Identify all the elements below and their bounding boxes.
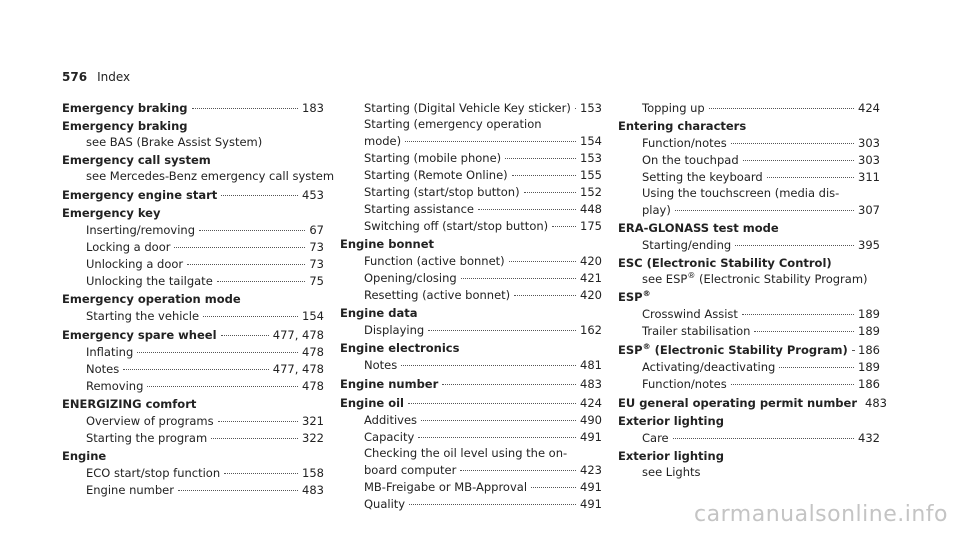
page-ref: 158	[302, 466, 324, 480]
page-ref: 424	[580, 396, 602, 410]
dot-leader	[405, 129, 576, 142]
dot-leader	[742, 302, 854, 315]
index-term: Engine	[62, 449, 107, 463]
index-subentry	[62, 429, 324, 446]
page-ref: 175	[580, 219, 602, 233]
page-ref: 477, 478	[272, 362, 324, 376]
page-ref: 183	[302, 101, 324, 115]
dot-leader	[147, 374, 298, 387]
dot-leader	[418, 425, 576, 438]
page-ref: 483	[865, 396, 887, 410]
dot-leader	[211, 426, 298, 439]
subentry-text: Starting (Digital Vehicle Key sticker)	[364, 101, 571, 115]
page-ref: 155	[580, 168, 602, 182]
dot-leader	[428, 318, 576, 331]
index-term: ENERGIZING comfort	[62, 397, 197, 411]
subentry-text: Notes	[364, 358, 398, 372]
index-term: Engine bonnet	[340, 237, 435, 251]
page-ref: 311	[858, 170, 880, 184]
dot-leader	[409, 492, 576, 505]
dot-leader	[187, 252, 305, 265]
page-ref: 73	[309, 240, 324, 254]
subentry-text: Crosswind Assist	[642, 307, 738, 321]
subentry-text: Unlocking the tailgate	[86, 274, 213, 288]
page-ref: 322	[302, 431, 324, 445]
dot-leader	[767, 165, 854, 178]
page-ref: 448	[580, 202, 602, 216]
index-term: EU general operating permit number	[618, 396, 858, 410]
index-subentry	[340, 321, 602, 338]
index-entry	[618, 255, 880, 287]
page-ref: 420	[580, 254, 602, 268]
page-ref: 421	[580, 271, 602, 285]
index-entry	[618, 394, 887, 411]
index-entry	[62, 291, 324, 324]
dot-leader	[174, 235, 305, 248]
subentry-text: Care	[642, 431, 669, 445]
dot-leader	[178, 478, 298, 491]
index-entry	[62, 99, 324, 116]
index-subentry	[618, 99, 880, 116]
subentry-text: Setting the keyboard	[642, 170, 763, 184]
subentry-text: Locking a door	[86, 240, 171, 254]
dot-leader	[731, 131, 854, 144]
subentry-text: see Mercedes-Benz emergency call system	[86, 169, 335, 183]
page-ref: 152	[580, 185, 602, 199]
page-ref: 395	[858, 238, 880, 252]
subentry-text: see Lights	[642, 465, 701, 479]
dot-leader	[203, 304, 298, 317]
subentry-text: see BAS (Brake Assist System)	[86, 135, 263, 149]
dot-leader	[575, 96, 576, 109]
index-subentry-continued	[618, 201, 880, 218]
index-subentry	[340, 99, 602, 116]
index-term-row	[618, 255, 880, 271]
subentry-text: play)	[642, 203, 671, 217]
page-ref: 432	[858, 431, 880, 445]
subentry-text: Trailer stabilisation	[642, 324, 751, 338]
dot-leader	[675, 198, 854, 211]
dot-leader	[754, 319, 854, 332]
subentry-text: Starting (mobile phone)	[364, 151, 502, 165]
index-subentry	[618, 375, 880, 392]
page-ref: 483	[580, 377, 602, 391]
page-ref: 491	[580, 430, 602, 444]
subentry-text: Opening/closing	[364, 271, 457, 285]
dot-leader	[192, 96, 299, 109]
subentry-text: Topping up	[642, 101, 705, 115]
subentry-text: MB-Freigabe or MB-Approval	[364, 480, 528, 494]
index-subentry	[340, 286, 602, 303]
page-ref: 154	[580, 134, 602, 148]
dot-leader	[137, 340, 298, 353]
page-ref: 481	[580, 358, 602, 372]
dot-leader	[123, 357, 269, 370]
page-ref: 189	[858, 360, 880, 374]
page-ref: 189	[858, 324, 880, 338]
page-ref: 490	[580, 413, 602, 427]
page-ref: 453	[302, 188, 324, 202]
index-subentry	[618, 271, 880, 287]
dot-leader	[509, 249, 576, 262]
page-ref: 424	[858, 101, 880, 115]
dot-leader	[460, 458, 576, 471]
page-ref: 477, 478	[272, 328, 324, 342]
index-entry	[618, 289, 880, 339]
index-term: Engine electronics	[340, 341, 460, 355]
subentry-text: Additives	[364, 413, 418, 427]
watermark: carmanualsonline.info	[694, 502, 948, 527]
index-column-1	[62, 99, 335, 500]
index-term: Emergency braking	[62, 101, 188, 115]
index-subentry	[62, 272, 324, 289]
page-ref: 73	[309, 257, 324, 271]
page-ref: 162	[580, 323, 602, 337]
index-subentry	[340, 356, 602, 373]
subentry-text: On the touchpad	[642, 153, 739, 167]
index-subentry	[618, 168, 880, 185]
page-ref: 423	[580, 463, 602, 477]
index-entry	[618, 413, 880, 446]
index-term: Emergency engine start	[62, 188, 218, 202]
index-term-row	[62, 118, 324, 134]
index-term-row	[618, 448, 880, 464]
subentry-text: Starting the vehicle	[86, 309, 200, 323]
index-subentry: Starting (emergency operation	[364, 117, 542, 131]
index-entry	[62, 118, 324, 150]
subentry-text: see ESP® (Electronic Stability Program)	[642, 271, 868, 286]
dot-leader	[505, 146, 576, 159]
index-term: ESP®	[618, 289, 651, 304]
index-entry	[618, 448, 880, 480]
subentry-text: Notes	[86, 362, 120, 376]
subentry-text: Inflating	[86, 345, 134, 359]
page-ref: 153	[580, 151, 602, 165]
subentry-text: Function (active bonnet)	[364, 254, 505, 268]
subentry-text: Starting/ending	[642, 238, 732, 252]
subentry-text: Removing	[86, 379, 144, 393]
subentry-text: Activating/deactivating	[642, 360, 776, 374]
dot-leader	[709, 96, 854, 109]
index-subentry	[618, 429, 880, 446]
dot-leader	[512, 163, 576, 176]
subentry-text: Inserting/removing	[86, 223, 196, 237]
index-term: Entering characters	[618, 119, 747, 133]
page-ref: 420	[580, 288, 602, 302]
subentry-text: Starting the program	[86, 431, 208, 445]
page-ref: 483	[302, 483, 324, 497]
index-subentry	[62, 481, 324, 498]
page-ref: 307	[858, 203, 880, 217]
index-entry	[62, 205, 324, 289]
dot-leader	[779, 355, 854, 368]
dot-leader	[217, 269, 306, 282]
dot-leader	[401, 353, 576, 366]
dot-leader	[852, 338, 854, 351]
subentry-text: Capacity	[364, 430, 415, 444]
index-entry	[62, 448, 324, 498]
index-term: Emergency call system	[62, 153, 211, 167]
page-ref: 303	[858, 136, 880, 150]
page-ref: 154	[302, 309, 324, 323]
index-term: Emergency operation mode	[62, 292, 241, 306]
index-term-row	[62, 186, 324, 203]
index-term: Engine data	[340, 306, 418, 320]
index-subentry	[62, 377, 324, 394]
page-ref: 491	[580, 480, 602, 494]
index-column-3	[618, 99, 887, 482]
index-subentry: Checking the oil level using the on-	[364, 446, 568, 460]
page-number: 576	[62, 70, 88, 84]
index-subentry	[618, 464, 880, 480]
subentry-text: board computer	[364, 463, 457, 477]
index-term: Emergency braking	[62, 119, 188, 133]
dot-leader	[743, 148, 854, 161]
index-entry	[618, 99, 880, 116]
index-entry	[340, 394, 602, 512]
dot-leader	[461, 266, 576, 279]
index-term: Emergency key	[62, 206, 161, 220]
index-subentry	[62, 134, 324, 150]
index-subentry	[62, 168, 335, 184]
page-ref: 67	[309, 223, 324, 237]
dot-leader	[552, 214, 576, 227]
index-subentry: Using the touchscreen (media dis-	[642, 186, 840, 200]
index-entry	[62, 186, 324, 203]
subentry-text: Resetting (active bonnet)	[364, 288, 511, 302]
index-term-row	[618, 394, 887, 411]
section-title: Index	[97, 70, 131, 84]
index-term: Engine oil	[340, 396, 404, 410]
subentry-text: Unlocking a door	[86, 257, 184, 271]
subentry-text: Quality	[364, 497, 406, 511]
dot-leader	[221, 323, 269, 336]
dot-leader	[442, 372, 576, 385]
index-term: ESP® (Electronic Stability Program)	[618, 342, 848, 357]
index-subentry	[340, 428, 602, 445]
page-ref: 478	[302, 379, 324, 393]
subentry-text: Starting assistance	[364, 202, 474, 216]
index-subentry	[340, 217, 602, 234]
index-subentry	[340, 495, 602, 512]
index-entry	[618, 118, 880, 218]
dot-leader	[673, 426, 854, 439]
index-subentry	[618, 236, 880, 253]
index-entry	[62, 152, 335, 184]
index-term: Emergency spare wheel	[62, 328, 217, 342]
page-ref: 75	[309, 274, 324, 288]
index-term-row	[62, 152, 324, 168]
index-entry	[618, 220, 880, 253]
page-ref: 189	[858, 307, 880, 321]
dot-leader	[221, 183, 298, 196]
index-entry	[62, 326, 324, 394]
dot-leader	[514, 283, 576, 296]
index-subentry	[62, 307, 324, 324]
subentry-text: Starting (Remote Online)	[364, 168, 508, 182]
index-entry	[340, 340, 602, 373]
page-ref: 321	[302, 414, 324, 428]
index-entry	[62, 396, 324, 446]
dot-leader	[478, 197, 576, 210]
dot-leader	[731, 372, 854, 385]
page-ref: 186	[858, 343, 880, 357]
page-ref: 478	[302, 345, 324, 359]
index-term: ERA-GLONASS test mode	[618, 221, 779, 235]
subentry-text: Overview of programs	[86, 414, 214, 428]
page-ref: 186	[858, 377, 880, 391]
page-ref: 303	[858, 153, 880, 167]
index-entry	[340, 375, 602, 392]
page-ref: 491	[580, 497, 602, 511]
subentry-text: mode)	[364, 134, 402, 148]
subentry-text: Switching off (start/stop button)	[364, 219, 549, 233]
dot-leader	[218, 409, 298, 422]
dot-leader	[524, 180, 576, 193]
subentry-text: Displaying	[364, 323, 425, 337]
dot-leader	[199, 218, 305, 231]
index-term: Exterior lighting	[618, 414, 724, 428]
dot-leader	[421, 408, 576, 421]
subentry-text: Starting (start/stop button)	[364, 185, 520, 199]
index-entry	[618, 341, 880, 392]
index-term-row	[340, 375, 602, 392]
dot-leader	[735, 233, 854, 246]
page-header	[62, 70, 130, 84]
page-ref: 153	[580, 101, 602, 115]
index-entry	[340, 305, 602, 338]
index-term-row	[62, 99, 324, 116]
index-entry	[340, 236, 602, 303]
subentry-text: Function/notes	[642, 377, 727, 391]
subentry-text: ECO start/stop function	[86, 466, 221, 480]
subentry-text: Engine number	[86, 483, 174, 497]
index-term: ESC (Electronic Stability Control)	[618, 256, 832, 270]
index-subentry	[618, 322, 880, 339]
dot-leader	[531, 475, 576, 488]
dot-leader	[224, 461, 298, 474]
index-term: Engine number	[340, 377, 439, 391]
dot-leader	[408, 391, 576, 404]
index-entry	[340, 99, 602, 234]
index-column-2	[340, 99, 602, 514]
subentry-text: Function/notes	[642, 136, 727, 150]
index-term: Exterior lighting	[618, 449, 724, 463]
